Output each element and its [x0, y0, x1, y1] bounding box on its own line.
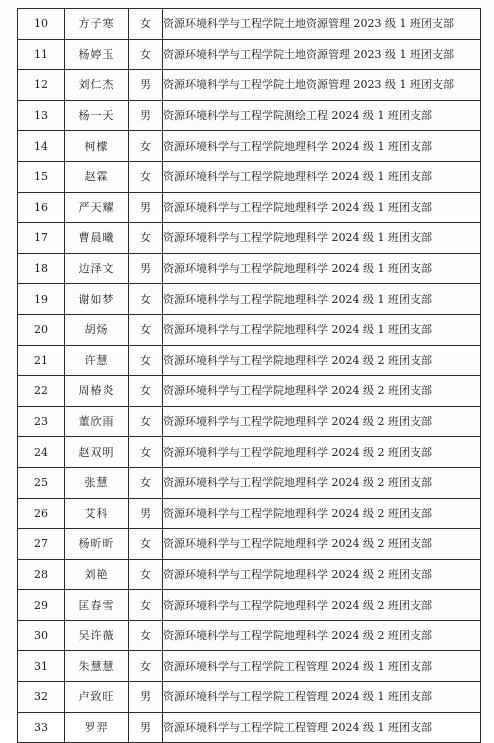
member-name-cell: 杨一天 [65, 100, 129, 131]
table-row [18, 192, 481, 223]
member-name-cell: 刘仁杰 [65, 70, 129, 101]
member-name-cell: 严天耀 [65, 192, 129, 223]
league-branch-cell: 资源环境科学与工程学院土地资源管理 2023 级 1 班团支部 [163, 70, 481, 101]
table-row [18, 590, 481, 621]
table-row [18, 39, 481, 70]
table-row [18, 559, 481, 590]
row-number-cell: 26 [18, 498, 65, 529]
row-number-cell: 15 [18, 161, 65, 192]
league-branch-cell: 资源环境科学与工程学院工程管理 2024 级 1 班团支部 [163, 682, 481, 713]
roster-table-body [18, 9, 481, 743]
table-row [18, 131, 481, 162]
member-gender-cell: 女 [129, 131, 163, 162]
league-branch-cell: 资源环境科学与工程学院地理科学 2024 级 2 班团支部 [163, 529, 481, 560]
league-branch-cell: 资源环境科学与工程学院地理科学 2024 级 1 班团支部 [163, 223, 481, 254]
league-branch-cell: 资源环境科学与工程学院地理科学 2024 级 1 班团支部 [163, 314, 481, 345]
member-gender-cell: 男 [129, 253, 163, 284]
row-number-cell: 17 [18, 223, 65, 254]
row-number-cell: 30 [18, 620, 65, 651]
member-gender-cell: 女 [129, 529, 163, 560]
league-branch-cell: 资源环境科学与工程学院地理科学 2024 级 1 班团支部 [163, 192, 481, 223]
member-name-cell: 刘艳 [65, 559, 129, 590]
member-name-cell: 艾科 [65, 498, 129, 529]
table-row [18, 345, 481, 376]
table-row [18, 406, 481, 437]
table-row [18, 284, 481, 315]
row-number-cell: 28 [18, 559, 65, 590]
row-number-cell: 25 [18, 467, 65, 498]
table-row [18, 620, 481, 651]
member-gender-cell: 女 [129, 39, 163, 70]
member-gender-cell: 男 [129, 192, 163, 223]
league-branch-cell: 资源环境科学与工程学院土地资源管理 2023 级 1 班团支部 [163, 39, 481, 70]
member-name-cell: 朱慧慧 [65, 651, 129, 682]
table-row [18, 223, 481, 254]
member-name-cell: 吴许薇 [65, 620, 129, 651]
table-row [18, 376, 481, 407]
league-branch-cell: 资源环境科学与工程学院地理科学 2024 级 2 班团支部 [163, 376, 481, 407]
row-number-cell: 16 [18, 192, 65, 223]
member-gender-cell: 女 [129, 314, 163, 345]
member-gender-cell: 女 [129, 559, 163, 590]
member-gender-cell: 女 [129, 437, 163, 468]
table-row [18, 712, 481, 743]
table-row [18, 498, 481, 529]
table-row [18, 253, 481, 284]
member-name-cell: 周椿炎 [65, 376, 129, 407]
member-name-cell: 方子寒 [65, 9, 129, 40]
league-branch-cell: 资源环境科学与工程学院地理科学 2024 级 1 班团支部 [163, 131, 481, 162]
member-name-cell: 罗羿 [65, 712, 129, 743]
row-number-cell: 10 [18, 9, 65, 40]
member-gender-cell: 男 [129, 712, 163, 743]
league-branch-cell: 资源环境科学与工程学院工程管理 2024 级 1 班团支部 [163, 651, 481, 682]
member-gender-cell: 女 [129, 467, 163, 498]
league-branch-cell: 资源环境科学与工程学院地理科学 2024 级 2 班团支部 [163, 559, 481, 590]
row-number-cell: 11 [18, 39, 65, 70]
member-gender-cell: 女 [129, 620, 163, 651]
table-row [18, 651, 481, 682]
member-name-cell: 张慧 [65, 467, 129, 498]
row-number-cell: 31 [18, 651, 65, 682]
row-number-cell: 29 [18, 590, 65, 621]
member-gender-cell: 男 [129, 498, 163, 529]
league-branch-cell: 资源环境科学与工程学院地理科学 2024 级 2 班团支部 [163, 590, 481, 621]
league-branch-cell: 资源环境科学与工程学院测绘工程 2024 级 1 班团支部 [163, 100, 481, 131]
row-number-cell: 18 [18, 253, 65, 284]
member-gender-cell: 女 [129, 345, 163, 376]
member-gender-cell: 女 [129, 376, 163, 407]
member-name-cell: 许慧 [65, 345, 129, 376]
member-name-cell: 胡炀 [65, 314, 129, 345]
member-gender-cell: 女 [129, 406, 163, 437]
member-gender-cell: 女 [129, 284, 163, 315]
member-name-cell: 匡春雪 [65, 590, 129, 621]
member-gender-cell: 男 [129, 70, 163, 101]
member-gender-cell: 女 [129, 9, 163, 40]
row-number-cell: 20 [18, 314, 65, 345]
member-name-cell: 赵双明 [65, 437, 129, 468]
row-number-cell: 32 [18, 682, 65, 713]
row-number-cell: 27 [18, 529, 65, 560]
league-branch-cell: 资源环境科学与工程学院地理科学 2024 级 2 班团支部 [163, 437, 481, 468]
table-row [18, 467, 481, 498]
league-branch-cell: 资源环境科学与工程学院工程管理 2024 级 1 班团支部 [163, 712, 481, 743]
league-branch-cell: 资源环境科学与工程学院地理科学 2024 级 2 班团支部 [163, 498, 481, 529]
row-number-cell: 33 [18, 712, 65, 743]
member-name-cell: 卢致旺 [65, 682, 129, 713]
member-name-cell: 杨昕昕 [65, 529, 129, 560]
league-branch-cell: 资源环境科学与工程学院地理科学 2024 级 2 班团支部 [163, 406, 481, 437]
row-number-cell: 24 [18, 437, 65, 468]
member-name-cell: 边泽文 [65, 253, 129, 284]
league-branch-cell: 资源环境科学与工程学院土地资源管理 2023 级 1 班团支部 [163, 9, 481, 40]
member-name-cell: 柯檬 [65, 131, 129, 162]
table-row [18, 682, 481, 713]
row-number-cell: 19 [18, 284, 65, 315]
table-row [18, 161, 481, 192]
member-gender-cell: 女 [129, 651, 163, 682]
row-number-cell: 23 [18, 406, 65, 437]
table-row [18, 529, 481, 560]
row-number-cell: 21 [18, 345, 65, 376]
member-gender-cell: 男 [129, 100, 163, 131]
row-number-cell: 13 [18, 100, 65, 131]
league-branch-cell: 资源环境科学与工程学院地理科学 2024 级 2 班团支部 [163, 620, 481, 651]
league-branch-cell: 资源环境科学与工程学院地理科学 2024 级 2 班团支部 [163, 467, 481, 498]
row-number-cell: 22 [18, 376, 65, 407]
member-name-cell: 曹晨曦 [65, 223, 129, 254]
row-number-cell: 14 [18, 131, 65, 162]
table-row [18, 9, 481, 40]
member-name-cell: 谢如梦 [65, 284, 129, 315]
member-gender-cell: 女 [129, 590, 163, 621]
member-gender-cell: 女 [129, 223, 163, 254]
league-branch-cell: 资源环境科学与工程学院地理科学 2024 级 1 班团支部 [163, 253, 481, 284]
member-name-cell: 杨婷玉 [65, 39, 129, 70]
row-number-cell: 12 [18, 70, 65, 101]
member-gender-cell: 男 [129, 682, 163, 713]
member-name-cell: 董欣雨 [65, 406, 129, 437]
member-name-cell: 赵霖 [65, 161, 129, 192]
member-gender-cell: 女 [129, 161, 163, 192]
league-branch-cell: 资源环境科学与工程学院地理科学 2024 级 1 班团支部 [163, 161, 481, 192]
table-row [18, 100, 481, 131]
table-row [18, 437, 481, 468]
table-row [18, 70, 481, 101]
table-row [18, 314, 481, 345]
league-branch-cell: 资源环境科学与工程学院地理科学 2024 级 2 班团支部 [163, 345, 481, 376]
roster-table [17, 8, 481, 743]
league-branch-cell: 资源环境科学与工程学院地理科学 2024 级 1 班团支部 [163, 284, 481, 315]
